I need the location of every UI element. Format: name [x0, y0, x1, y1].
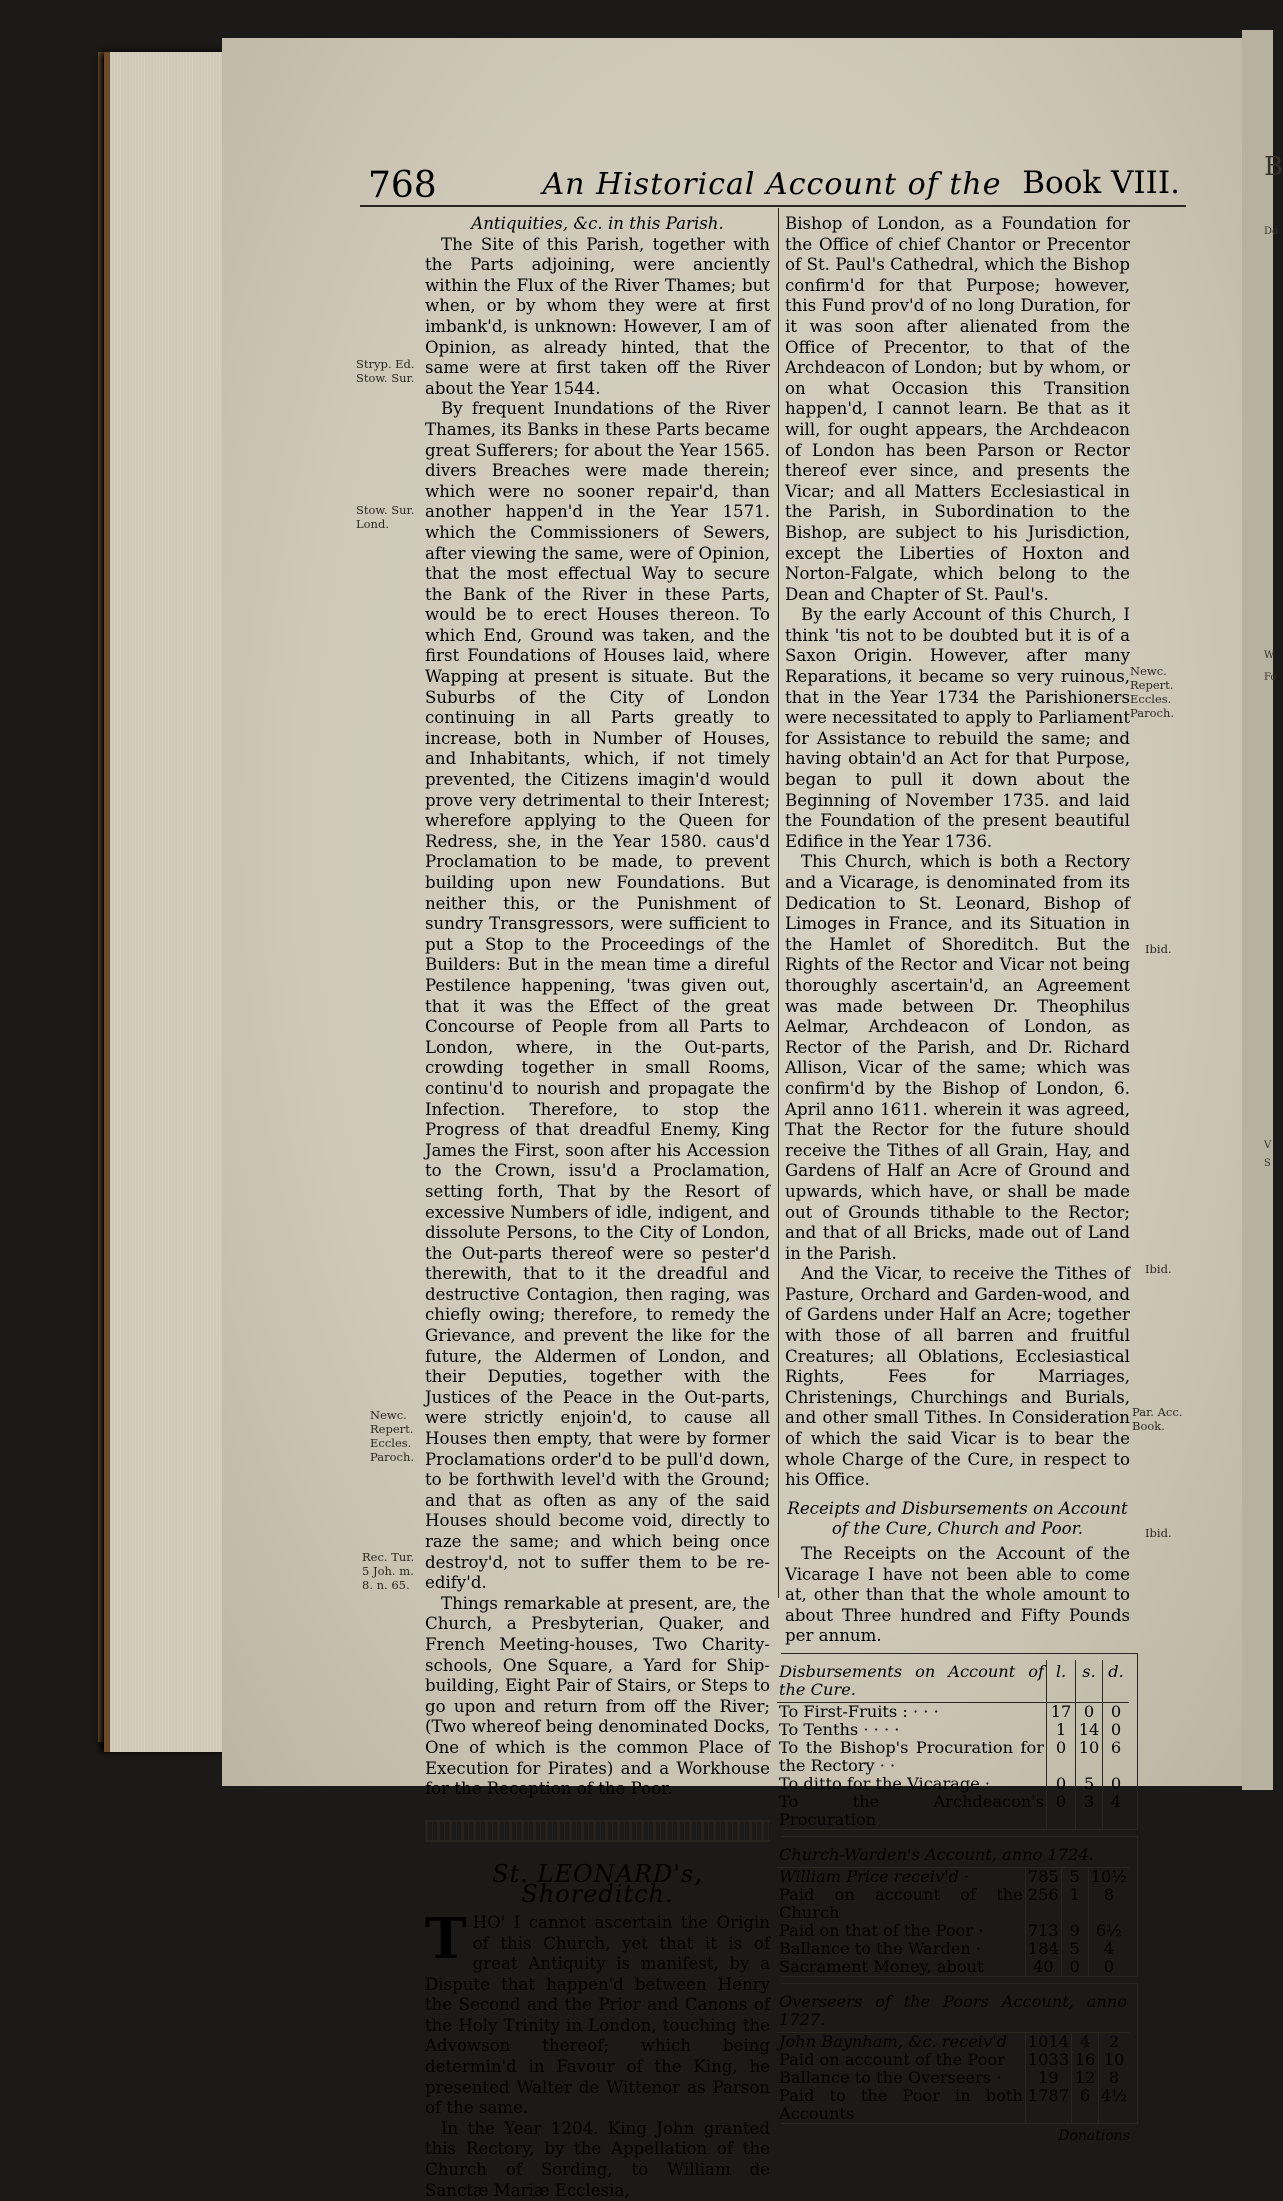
table-cell: Paid on that of the Poor ·: [779, 1920, 984, 1940]
margin-note: Newc. Repert. Eccles. Paroch.: [370, 1408, 415, 1464]
table-cell: 1033: [1025, 2051, 1071, 2069]
table-cell: 5: [1076, 1775, 1103, 1793]
table-cell: 9: [1061, 1922, 1088, 1940]
table-cell: 8: [1088, 1886, 1129, 1922]
table-cell: 1: [1047, 1721, 1076, 1739]
table-cell: 4: [1103, 1793, 1130, 1829]
margin-note: Ibid.: [1145, 1262, 1172, 1276]
table-cell: 8: [1099, 2069, 1130, 2087]
header-rule: [360, 205, 1186, 207]
paragraph: By the early Account of this Church, I think 'tis not to be doubted but it is of a Saxon Origin. However, after many Reparations, it became so very ruinous, that in the Year 1734 the Parishioners were necessitated to apply to Parliament for Assistance to rebuild the same; and having obtain'd an Act for that Purpose, began to pull it down about the Beginning of November 1735. and laid the Foundation of the present beautiful Edifice in the Year 1736.: [785, 605, 1130, 851]
table-cell: William Price receiv'd ·: [779, 1866, 970, 1886]
table-title-cell: Church-Warden's Account, anno 1724.: [777, 1843, 1129, 1868]
table-cell: 184: [1025, 1940, 1061, 1958]
table-cell: To First-Fruits : · · ·: [779, 1701, 939, 1721]
table-cell: 10: [1099, 2051, 1130, 2069]
table-row: [777, 1775, 1129, 1793]
table-cell: 6½: [1088, 1922, 1129, 1940]
table-cell: To the Bishop's Procuration for the Rectory · ·: [779, 1737, 1044, 1775]
table-cell: Paid on account of the Poor: [779, 2049, 1005, 2069]
table-cell: To the Archdeacon's Procuration: [779, 1791, 1044, 1829]
paragraph: The Receipts on the Account of the Vicarage I have not been able to come at, other than that the whole amount to about Three hundred and Fifty Pounds per annum.: [785, 1544, 1130, 1646]
church-warden-table-box: [781, 1836, 1138, 1977]
table-cell: 4: [1072, 2032, 1099, 2051]
table-row: [777, 2069, 1129, 2087]
table-cell: 12: [1072, 2069, 1099, 2087]
table-row: [777, 2051, 1129, 2069]
next-page-fragment: Fo: [1264, 672, 1277, 683]
paragraph: Things remarkable at present, are, the Church, a Presbyterian, Quaker, and French Meeting-houses, Two Charity-schools, One Square, a Yard for Ship-building, Eight Pair of Stairs, or Steps to go upon and return from off the River; (Two whereof being denominated Docks, One of which is the common Place of Execution for Pirates) and a Workhouse for the Reception of the Poor.: [425, 1593, 770, 1799]
next-page-fragment: S: [1264, 1158, 1271, 1169]
table-cell: 0: [1047, 1775, 1076, 1793]
table-cell: John Baynham, &c. receiv'd: [779, 2031, 1007, 2051]
table-row: [777, 1958, 1129, 1976]
paragraph: By frequent Inundations of the River Thames, its Banks in these Parts became great Sufferers; for about the Year 1565. divers Breaches were made therein; which were no sooner repair'd, than another happen'd in the Year 1571. which the Commissioners of Sewers, after viewing the same, were of Opinion, that the most effectual Way to secure the Bank of the River in these Parts, would be to erect Houses thereon. To which End, Ground was taken, and the first Foundations of Houses laid, where Wapping at present is situate. But the Suburbs of the City of London continuing in all Parts greatly to increase, both in Number of Houses, and Inhabitants, which, if not timely prevented, the Citizens imagin'd would prove very detrimental to their Interest; wherefore applying to the Queen for Redress, she, in the Year 1580. caus'd Proclamation to be made, to prevent building upon new Foundations. But neither this, or the Punishment of sundry Transgressors, were sufficient to put a Stop to the Proceedings of the Builders: But in the mean time a direful Pestilence happening, 'twas given out, that it was the Effect of the great Concourse of People from all Parts to London, where, in the Out-parts, crowding together in small Rooms, continu'd to nourish and propagate the Infection. Therefore, to stop the Progress of that dreadful Enemy, King James the First, soon after his Accession to the Crown, issu'd a Proclamation, setting forth, That by the Resort of excessive Numbers of idle, indigent, and dissolute Persons, to the City of London, the Out-parts thereof were so pester'd therewith, that to it the dreadful and destructive Contagion, then raging, was chiefly owing; therefore, to remedy the Grievance, and prevent the like for the future, the Aldermen of London, and their Deputies, together with the Justices of the Peace in the Out-parts, were strictly enjoin'd, to cause all Houses then empty, that were by former Proclamations order'd to be pull'd down, to be forthwith level'd with the Ground; and that as often as any of the said Houses should become void, directly to raze the same; and which being once destroy'd, not to suffer them to be re-edify'd.: [425, 399, 770, 1593]
table-cell: 3: [1076, 1793, 1103, 1829]
table-cell: 0: [1103, 1775, 1130, 1793]
overseers-table-box: [781, 1983, 1138, 2124]
right-column: [779, 214, 1130, 2147]
table-row: [777, 1721, 1129, 1739]
table-row: [777, 2087, 1129, 2123]
table-cell: 0: [1103, 1702, 1130, 1721]
next-page-fragment: W: [1264, 650, 1275, 661]
page-number: 768: [368, 165, 437, 206]
church-warden-table: [777, 1843, 1129, 1976]
table-cell: Ballance to the Warden ·: [779, 1938, 982, 1958]
next-page-letter: B: [1264, 152, 1283, 182]
overseers-table: [777, 1990, 1129, 2123]
table-header-cell: d.: [1103, 1660, 1130, 1703]
drop-cap: T: [425, 1905, 467, 1972]
running-title: An Historical Account of the: [542, 167, 1002, 202]
book-label: Book VIII.: [1022, 165, 1180, 201]
paragraph: And the Vicar, to receive the Tithes of Pasture, Orchard and Garden-wood, and of Gardens under Half an Acre; together with those of all barren and fruitful Creatures; all Oblations, Ecclesiastical Rights, Fees for Marriages, Christenings, Churchings and Burials, and other small Tithes. In Consideration of which the said Vicar is to bear the whole Charge of the Cure, in respect to his Office.: [785, 1264, 1130, 1490]
paragraph: In the Year 1204. King John granted this Rectory, by the Appellation of the Church of Sording, to William de Sanctæ Mariæ Ecclesia,: [425, 2118, 770, 2200]
table-cell: 0: [1088, 1958, 1129, 1976]
paragraph-dropcap: [425, 1905, 770, 2119]
table-header: [777, 1660, 1129, 1703]
table-cell: 0: [1047, 1793, 1076, 1829]
paragraph: Bishop of London, as a Foundation for the Office of chief Chantor or Precentor of St. Paul's Cathedral, which the Bishop confirm'd for that Purpose; however, this Fund prov'd of no long Duration, for it was soon after alienated from the Office of Precentor, to that of the Archdeacon of London; but by whom, or on what Occasion this Transition happen'd, I cannot learn. Be that as it will, for ought appears, the Archdeacon of London has been Parson or Rector thereof ever since, and presents the Vicar; and all Matters Ecclesiastical in the Parish, in Subordination to the Bishop, are subject to his Jurisdiction, except the Liberties of Hoxton and Norton-Falgate, which belong to the Dean and Chapter of St. Paul's.: [785, 214, 1130, 604]
table-cell: 4½: [1099, 2087, 1130, 2123]
table-cell: 14: [1076, 1721, 1103, 1739]
margin-note: Newc. Repert. Eccles. Paroch.: [1130, 664, 1175, 720]
column-rule: [778, 208, 779, 1598]
table-row: [777, 1793, 1129, 1829]
table-cell: 0: [1103, 1721, 1130, 1739]
margin-note: Ibid.: [1145, 942, 1172, 956]
table-row: [777, 1922, 1129, 1940]
paragraph: This Church, which is both a Rectory and a Vicarage, is denominated from its Dedication to St. Leonard, Bishop of Limoges in France, and its Situation in the Hamlet of Shoreditch. But the Rights of the Rector and Vicar not being thoroughly ascertain'd, an Agreement was made between Dr. Theophilus Aelmar, Archdeacon of London, as Rector of the Parish, and Dr. Richard Allison, Vicar of the same; which was confirm'd by the Bishop of London, 6. April anno 1611. wherein it was agreed, That the Rector for the future should receive the Tithes of all Grain, Hay, and Gardens of Half an Acre of Ground and upwards, which have, or shall be made out of Grounds tithable to the Rector; and that of all Bricks, made out of Land in the Parish.: [785, 852, 1130, 1263]
margin-note: Par. Acc. Book.: [1132, 1405, 1183, 1433]
table-row: [777, 1739, 1129, 1775]
paragraph-text: HO' I cannot ascertain the Origin of this Church, yet that it is of great Antiquity is manifest, by a Dispute that happen'd between Henry the Second and the Prior and Canons of the Holy Trinity in London, touching the Advowson thereof; which being determin'd in Favour of the King, he presented Walter de Wittenor as Parson of the same.: [425, 1912, 770, 2118]
table-title: [777, 1843, 1129, 1868]
table-cell: 5: [1061, 1867, 1088, 1886]
disbursements-table: [777, 1660, 1129, 1829]
table-title: [777, 1990, 1129, 2033]
page-edges: [104, 52, 234, 1752]
left-column: [425, 214, 770, 2201]
table-header-cell: Disbursements on Account of the Cure.: [777, 1660, 1047, 1703]
table-cell: 713: [1025, 1922, 1061, 1940]
margin-note: Rec. Tur. 5 Joh. m. 8. n. 65.: [362, 1550, 415, 1592]
table-cell: 10: [1076, 1739, 1103, 1775]
table-cell: Paid to the Poor in both Accounts: [779, 2085, 1023, 2123]
table-cell: 1014: [1025, 2032, 1071, 2051]
catchword: Donations: [1058, 2127, 1130, 2144]
running-header: [360, 163, 1184, 209]
receipts-heading: Receipts and Disbursements on Account of the Cure, Church and Poor.: [787, 1498, 1128, 1539]
margin-note: Ibid.: [1145, 1526, 1172, 1540]
next-page-fragment: Do: [1264, 226, 1279, 237]
table-cell: 4: [1088, 1940, 1129, 1958]
table-cell: 1787: [1025, 2087, 1071, 2123]
table-cell: 1: [1061, 1886, 1088, 1922]
table-cell: 0: [1076, 1702, 1103, 1721]
table-row: [777, 1702, 1129, 1721]
table-row: [777, 1867, 1129, 1886]
table-cell: 5: [1061, 1940, 1088, 1958]
disbursements-table-box: [781, 1653, 1138, 1830]
table-row: [777, 1886, 1129, 1922]
table-cell: Paid on account of the Church: [779, 1884, 1023, 1922]
next-page-fragment: V: [1264, 1140, 1272, 1151]
section-subhead: Antiquities, &c. in this Parish.: [471, 214, 724, 233]
margin-note: Stryp. Ed. Stow. Sur.: [356, 357, 415, 385]
ornament-rule: [425, 1820, 770, 1842]
margin-note: Stow. Sur. Lond.: [356, 503, 415, 531]
table-cell: 19: [1025, 2069, 1071, 2087]
table-cell: 40: [1025, 1958, 1061, 1976]
table-cell: 0: [1047, 1739, 1076, 1775]
table-cell: To ditto for the Vicarage ·: [779, 1773, 991, 1793]
table-cell: 17: [1047, 1702, 1076, 1721]
table-cell: 785: [1025, 1867, 1061, 1886]
table-cell: 2: [1099, 2032, 1130, 2051]
next-page-edge: [1242, 30, 1273, 1790]
paragraph: The Site of this Parish, together with the Parts adjoining, were anciently within the Flux of the River Thames; but when, or by whom they were at first imbank'd, is unknown: However, I am of Opinion, as already hinted, that the same were at first taken off the River about the Year 1544.: [425, 234, 770, 398]
table-cell: Sacrament Money, about: [779, 1956, 984, 1976]
table-cell: 256: [1025, 1886, 1061, 1922]
table-cell: 6: [1103, 1739, 1130, 1775]
table-cell: 6: [1072, 2087, 1099, 2123]
table-row: [777, 1940, 1129, 1958]
table-cell: 10½: [1088, 1867, 1129, 1886]
table-cell: To Tenths · · · ·: [779, 1719, 900, 1739]
table-title-cell: Overseers of the Poors Account, anno 1727.: [777, 1990, 1129, 2033]
section-title: St. LEONARD's, Shoreditch.: [492, 1859, 703, 1909]
table-header-cell: s.: [1076, 1660, 1103, 1703]
table-row: [777, 2032, 1129, 2051]
table-header-cell: l.: [1047, 1660, 1076, 1703]
table-cell: Ballance to the Overseers ·: [779, 2067, 1002, 2087]
table-cell: 0: [1061, 1958, 1088, 1976]
table-cell: 16: [1072, 2051, 1099, 2069]
